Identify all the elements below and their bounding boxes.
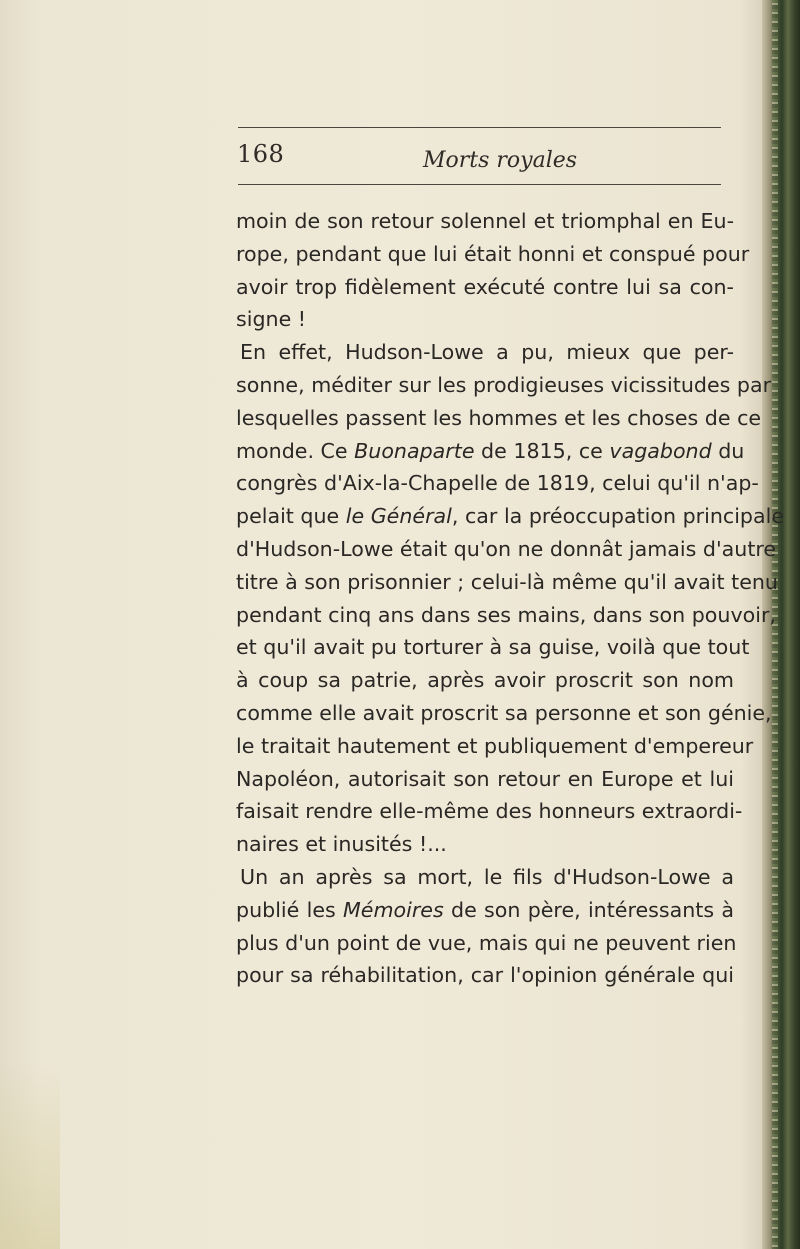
header-rule-bottom [238,184,721,185]
text-line: En effet, Hudson-Lowe a pu, mieux que per- [240,340,734,365]
text-line: signe ! [236,307,307,332]
text-line: rope, pendant que lui était honni et conspué pour [236,241,750,266]
running-title: Morts royales [423,148,578,173]
text-line: titre à son prisonnier ; celui-là même qu'il avait tenu [236,569,778,594]
text-line: le traitait hautement et publiquement d'empereur [236,733,754,758]
text-line: avoir trop fidèlement exécuté contre lui sa con- [236,274,734,299]
text-line: publié les Mémoires de son père, intéressants à [236,897,734,922]
header-rule-top [238,127,721,128]
text-line: lesquelles passent les hommes et les choses de ce [236,405,762,430]
text-line: à coup sa patrie, après avoir proscrit son nom [236,668,734,693]
text-line: Napoléon, autorisait son retour en Europe et lui [236,766,734,791]
page-number: 168 [237,140,285,168]
page-stain [0,1060,60,1249]
text-line: monde. Ce Buonaparte de 1815, ce vagabond du [236,438,745,463]
text-line: plus d'un point de vue, mais qui ne peuvent rien [236,930,737,955]
text-line: pelait que le Général, car la préoccupation principale [236,504,785,529]
text-line: comme elle avait proscrit sa personne et son génie, [236,700,772,725]
text-line: Un an après sa mort, le fils d'Hudson-Lowe a [240,864,734,889]
text-line: pour sa réhabilitation, car l'opinion générale qui [236,963,734,988]
text-line: faisait rendre elle-même des honneurs extraordi- [236,799,743,824]
text-line: naires et inusités !... [236,832,447,857]
body-text [236,205,785,992]
text-line: et qu'il avait pu torturer à sa guise, voilà que tout [236,635,750,660]
text-line: moin de son retour solennel et triomphal en Eu- [236,209,734,233]
text-line: d'Hudson-Lowe était qu'on ne donnât jamais d'autre [236,536,777,561]
text-line: pendant cinq ans dans ses mains, dans son pouvoir, [236,602,776,627]
text-line: congrès d'Aix-la-Chapelle de 1819, celui qu'il n'ap- [236,471,759,496]
text-line: sonne, méditer sur les prodigieuses vicissitudes par [236,372,772,397]
